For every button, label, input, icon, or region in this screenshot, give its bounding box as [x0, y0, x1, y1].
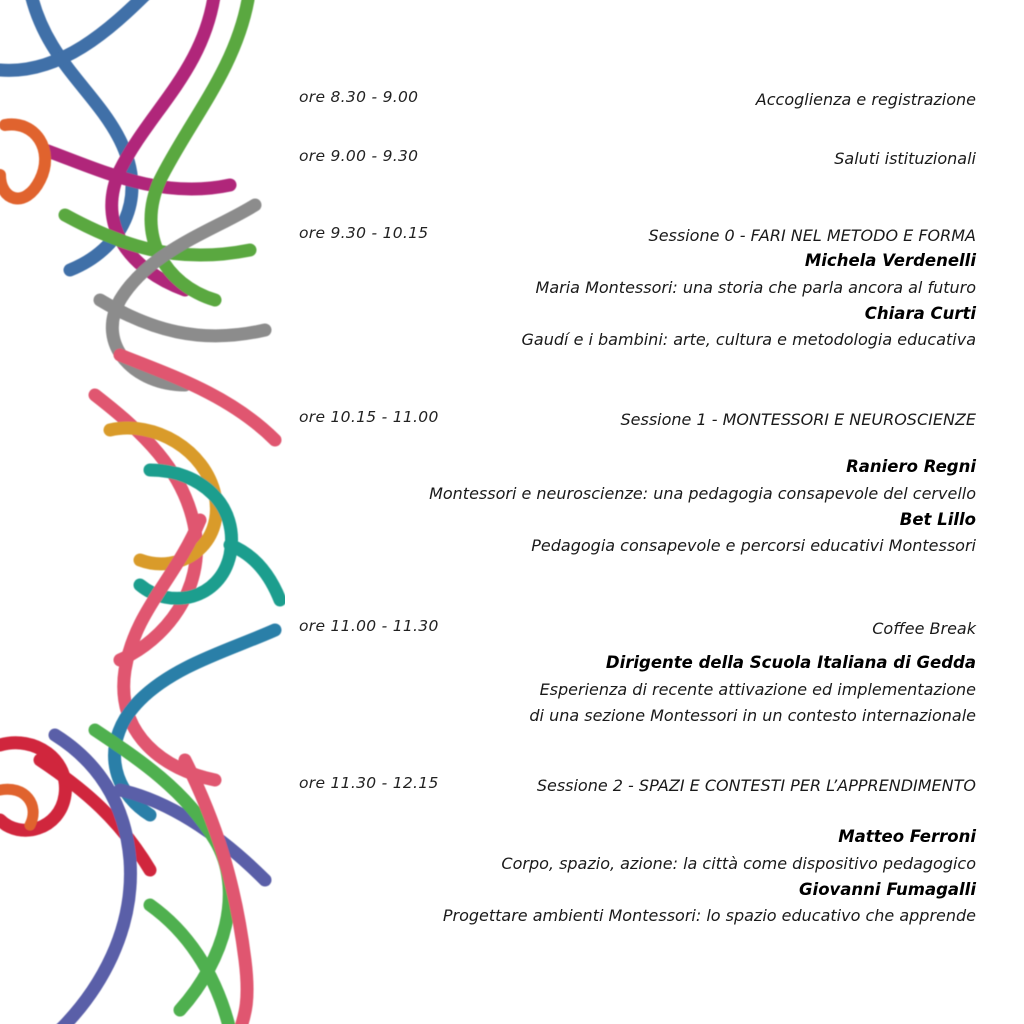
schedule-detail [316, 408, 976, 559]
speaker-name: Raniero Regni [846, 457, 976, 476]
schedule-time: ore 10.15 - 11.00 [299, 408, 439, 426]
speaker-name: Bet Lillo [899, 509, 976, 529]
talk-title: Maria Montessori: una storia che parla ancora al futuro [535, 277, 976, 297]
schedule-detail [316, 147, 976, 171]
talk-title: Montessori e neuroscienze: una pedagogia consapevole del cervello [429, 483, 976, 503]
talk-title: Pedagogia consapevole e percorsi educativi Montessori [531, 536, 976, 556]
speaker-name: Michela Verdenelli [804, 251, 976, 270]
talk-title: Progettare ambienti Montessori: lo spazio educativo che apprende [442, 906, 976, 926]
schedule-detail [316, 88, 976, 112]
schedule-line: Accoglienza e registrazione [755, 90, 976, 109]
session-title: Sessione 1 - MONTESSORI E NEUROSCIENZE [620, 410, 976, 429]
schedule-time: ore 11.00 - 11.30 [299, 617, 439, 635]
speaker-name: Chiara Curti [864, 303, 976, 323]
schedule-time: ore 11.30 - 12.15 [299, 774, 439, 792]
session-title: Sessione 2 - SPAZI E CONTESTI PER L’APPRENDIMENTO [536, 776, 976, 795]
talk-title: Esperienza di recente attivazione ed implementazione [539, 679, 976, 699]
session-title: Sessione 0 - FARI NEL METODO E FORMA [648, 226, 976, 245]
schedule-time: ore 9.00 - 9.30 [299, 147, 419, 165]
program-schedule [285, 0, 1024, 1024]
knotted-ropes-illustration [0, 0, 285, 1024]
speaker-name: Dirigente della Scuola Italiana di Gedda [605, 653, 976, 672]
schedule-detail [316, 224, 976, 353]
schedule-time: ore 8.30 - 9.00 [299, 88, 419, 106]
talk-title: di una sezione Montessori in un contesto internazionale [529, 705, 976, 725]
schedule-line: Saluti istituzionali [834, 149, 976, 168]
talk-title: Gaudí e i bambini: arte, cultura e metodologia educativa [521, 330, 976, 350]
schedule-detail [316, 617, 976, 729]
talk-title: Corpo, spazio, azione: la città come dispositivo pedagogico [501, 853, 976, 873]
schedule-time: ore 9.30 - 10.15 [299, 224, 429, 242]
speaker-name: Giovanni Fumagalli [799, 879, 976, 899]
schedule-detail [316, 774, 976, 929]
schedule-line: Coffee Break [872, 619, 976, 638]
speaker-name: Matteo Ferroni [838, 827, 976, 846]
